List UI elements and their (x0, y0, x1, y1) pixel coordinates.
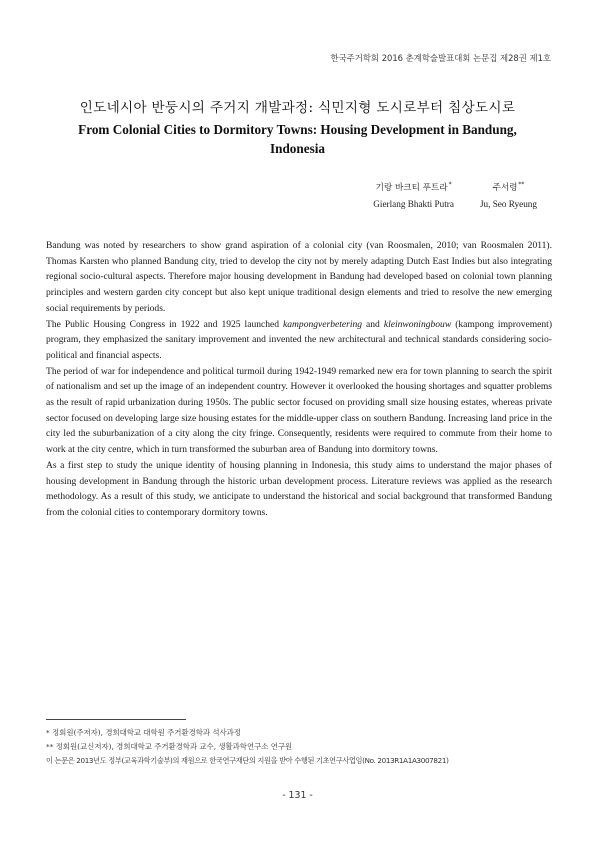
running-head: 한국주거학회 2016 춘계학술발표대회 논문집 제28권 제1호 (330, 53, 551, 63)
abstract-paragraph-4: As a first step to study the unique identity of housing planning in Indonesia, this study aims to understand the major phases of housing development in Bandung through the historic urban development process. Literature reviews was applied as the research methodology. As a result of this study, we anticipate to understand the historical and social background that transformed Bandung from the colonial cities to contemporary dormitory towns. (46, 459, 552, 518)
author-1-name-korean: 기랑 바크티 푸트라* (375, 181, 452, 193)
author-1-name-english: Gierlang Bhakti Putra (373, 199, 454, 209)
author-2-mark: ** (518, 181, 525, 189)
footnote-1: * 정회원(주저자), 경희대학교 대학원 주거환경학과 석사과정 (46, 728, 241, 737)
term-kleinwoningbouw: kleinwoningbouw (383, 318, 452, 330)
title-korean: 인도네시아 반둥시의 주거지 개발과정: 식민지형 도시로부터 침상도시로 (79, 100, 516, 116)
title-english: From Colonial Cities to Dormitory Towns: Housing Development in Bandung, Indonesia (78, 122, 517, 156)
abstract-paragraph-3: The period of war for independence and political turmoil during 1942-1949 remarked new era for town planning to search the spirit of nationalism and set up the image of an independent country. However it overlooked the housing shortages and squatter problems as the result of rapid urbanization during 1950s. The public sector focused on providing small size housing estates, whereas private sector focused on developing large size housing estates for the middle-upper class on southern Bandung. Increasing land price in the city led the suburbanization of a city along the city fringe. Consequently, residents were required to commute from their home to work at the city centre, which in turn transformed the suburban area of Bandung into dormitory towns. (46, 365, 552, 456)
author-block (373, 181, 537, 209)
author-2-name-korean: 주서령** (492, 181, 525, 193)
abstract-paragraph-2: The Public Housing Congress in 1922 and 1925 launched kampongverbetering and kleinwoningbouw (kampong improvement) program, they emphasized the sanitary improvement and invented the new architectural and technical standards considering socio-political and financial aspects. (46, 318, 553, 361)
page-number: - 131 - (282, 790, 313, 801)
footnote-2: ** 정회원(교신저자), 경희대학교 주거환경학과 교수, 생활과학연구소 연구원 (46, 742, 293, 752)
author-2-name-english: Ju, Seo Ryeung (479, 199, 537, 209)
footnote-funding: 이 논문은 2013년도 정부(교육과학기술부)의 재원으로 한국연구재단의 지원을 받아 수행된 기초연구사업임(No. 2013R1A1A3007821) (46, 756, 449, 766)
author-1 (373, 181, 454, 209)
term-kampongverbetering: kampongverbetering (283, 318, 363, 330)
abstract-paragraph-1: Bandung was noted by researchers to show grand aspiration of a colonial city (van Roosmalen, 2010; van Roosmalen 2011). Thomas Karsten who planned Bandung city, tried to develop the city not by merely adapting Dutch East Indies but also integrating regional socio-cultural aspects. Therefore major housing development in Bandung had developed based on colonial town planning principles and western garden city concept but also kept unique traditional design elements and tried to resolve the new emerging social requirements by periods. (46, 240, 552, 314)
author-2 (480, 181, 537, 209)
abstract-body (46, 238, 552, 521)
author-1-mark: * (448, 181, 452, 189)
footnote-divider (46, 719, 186, 720)
footnotes (46, 726, 556, 769)
